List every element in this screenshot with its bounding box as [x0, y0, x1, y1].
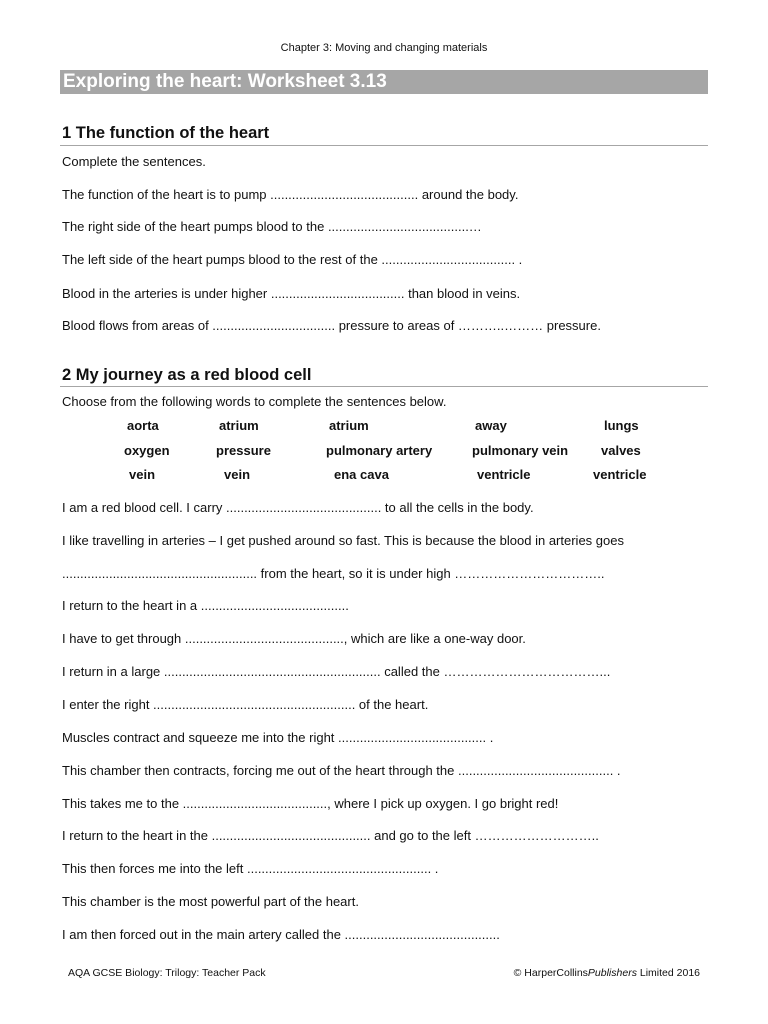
word-bank-item: pressure [216, 443, 271, 458]
word-bank-item: vein [129, 467, 156, 482]
section-2-sentence: This chamber is the most powerful part of the heart. [62, 894, 359, 909]
footer-copyright [514, 966, 700, 980]
section-2-sentence: I am a red blood cell. I carry ........................................... to all the cells in the body. [62, 500, 534, 515]
section-2-instruction: Choose from the following words to complete the sentences below. [62, 394, 447, 409]
chapter-header: Chapter 3: Moving and changing materials [280, 42, 488, 54]
section-1-sentence: Blood flows from areas of .................................. pressure to areas of ………..……… pressure. [62, 318, 601, 333]
footer-copyright-suffix: Limited 2016 [636, 967, 700, 979]
section-2-sentence: I return in a large ............................................................ called the ………………………………... [62, 664, 611, 679]
footer-copyright-publisher: Publishers [587, 967, 637, 979]
section-2-sentence: I have to get through ............................................, which are like a one-way door. [62, 631, 526, 646]
word-bank-item: atrium [329, 418, 369, 433]
word-bank-item: lungs [604, 418, 639, 433]
word-bank-item: vein [224, 467, 251, 482]
worksheet-title: Exploring the heart: Worksheet 3.13 [63, 71, 387, 92]
section-2-sentence: This chamber then contracts, forcing me out of the heart through the ........................................... . [62, 763, 621, 778]
word-bank-item: oxygen [124, 443, 170, 458]
word-bank-item: atrium [219, 418, 259, 433]
word-bank-item: pulmonary artery [326, 443, 433, 458]
footer-copyright-prefix: © HarperCollins [513, 967, 588, 979]
word-bank-item: away [475, 418, 507, 433]
word-bank-item: pulmonary vein [472, 443, 569, 458]
section-2-sentence: Muscles contract and squeeze me into the right ......................................... . [62, 730, 494, 745]
worksheet-title-bar [60, 70, 708, 94]
section-2-sentence: I return to the heart in a ......................................... [62, 598, 349, 613]
section-1-sentence: The left side of the heart pumps blood to the rest of the ..................................... . [62, 252, 523, 267]
section-2-sentence: This then forces me into the left ................................................... . [62, 861, 439, 876]
section-1-heading: 1 The function of the heart [62, 124, 270, 142]
section-2-rule [60, 386, 708, 387]
section-1-instruction: Complete the sentences. [62, 154, 206, 169]
word-bank-item: aorta [127, 418, 159, 433]
word-bank-item: valves [601, 443, 641, 458]
section-1-sentence: Blood in the arteries is under higher ..................................... than blood in veins. [62, 286, 521, 301]
section-2-heading: 2 My journey as a red blood cell [62, 366, 312, 384]
footer-book-title: AQA GCSE Biology: Trilogy: Teacher Pack [68, 967, 266, 979]
word-bank-item: ventricle [477, 467, 531, 482]
section-2-sentence: This takes me to the ........................................, where I pick up oxygen. I go bright red! [62, 796, 559, 811]
section-2-sentence: I return to the heart in the ............................................ and go to the left ……………………….. [62, 828, 599, 843]
section-2-sentence: I like travelling in arteries – I get pushed around so fast. This is because the blood in arteries goes [62, 533, 624, 548]
word-bank-item: ena cava [334, 467, 389, 482]
section-2-sentence: I enter the right ........................................................ of the heart. [62, 697, 429, 712]
section-2-sentence: I am then forced out in the main artery called the ........................................... [62, 927, 500, 942]
section-2-sentence: ...................................................... from the heart, so it is under high …………………………….. [62, 566, 605, 581]
section-1-sentence: The function of the heart is to pump ......................................... around the body. [62, 187, 519, 202]
section-1-sentence: The right side of the heart pumps blood to the .......................................… [62, 219, 482, 234]
section-1-rule [60, 145, 708, 146]
word-bank-item: ventricle [593, 467, 647, 482]
